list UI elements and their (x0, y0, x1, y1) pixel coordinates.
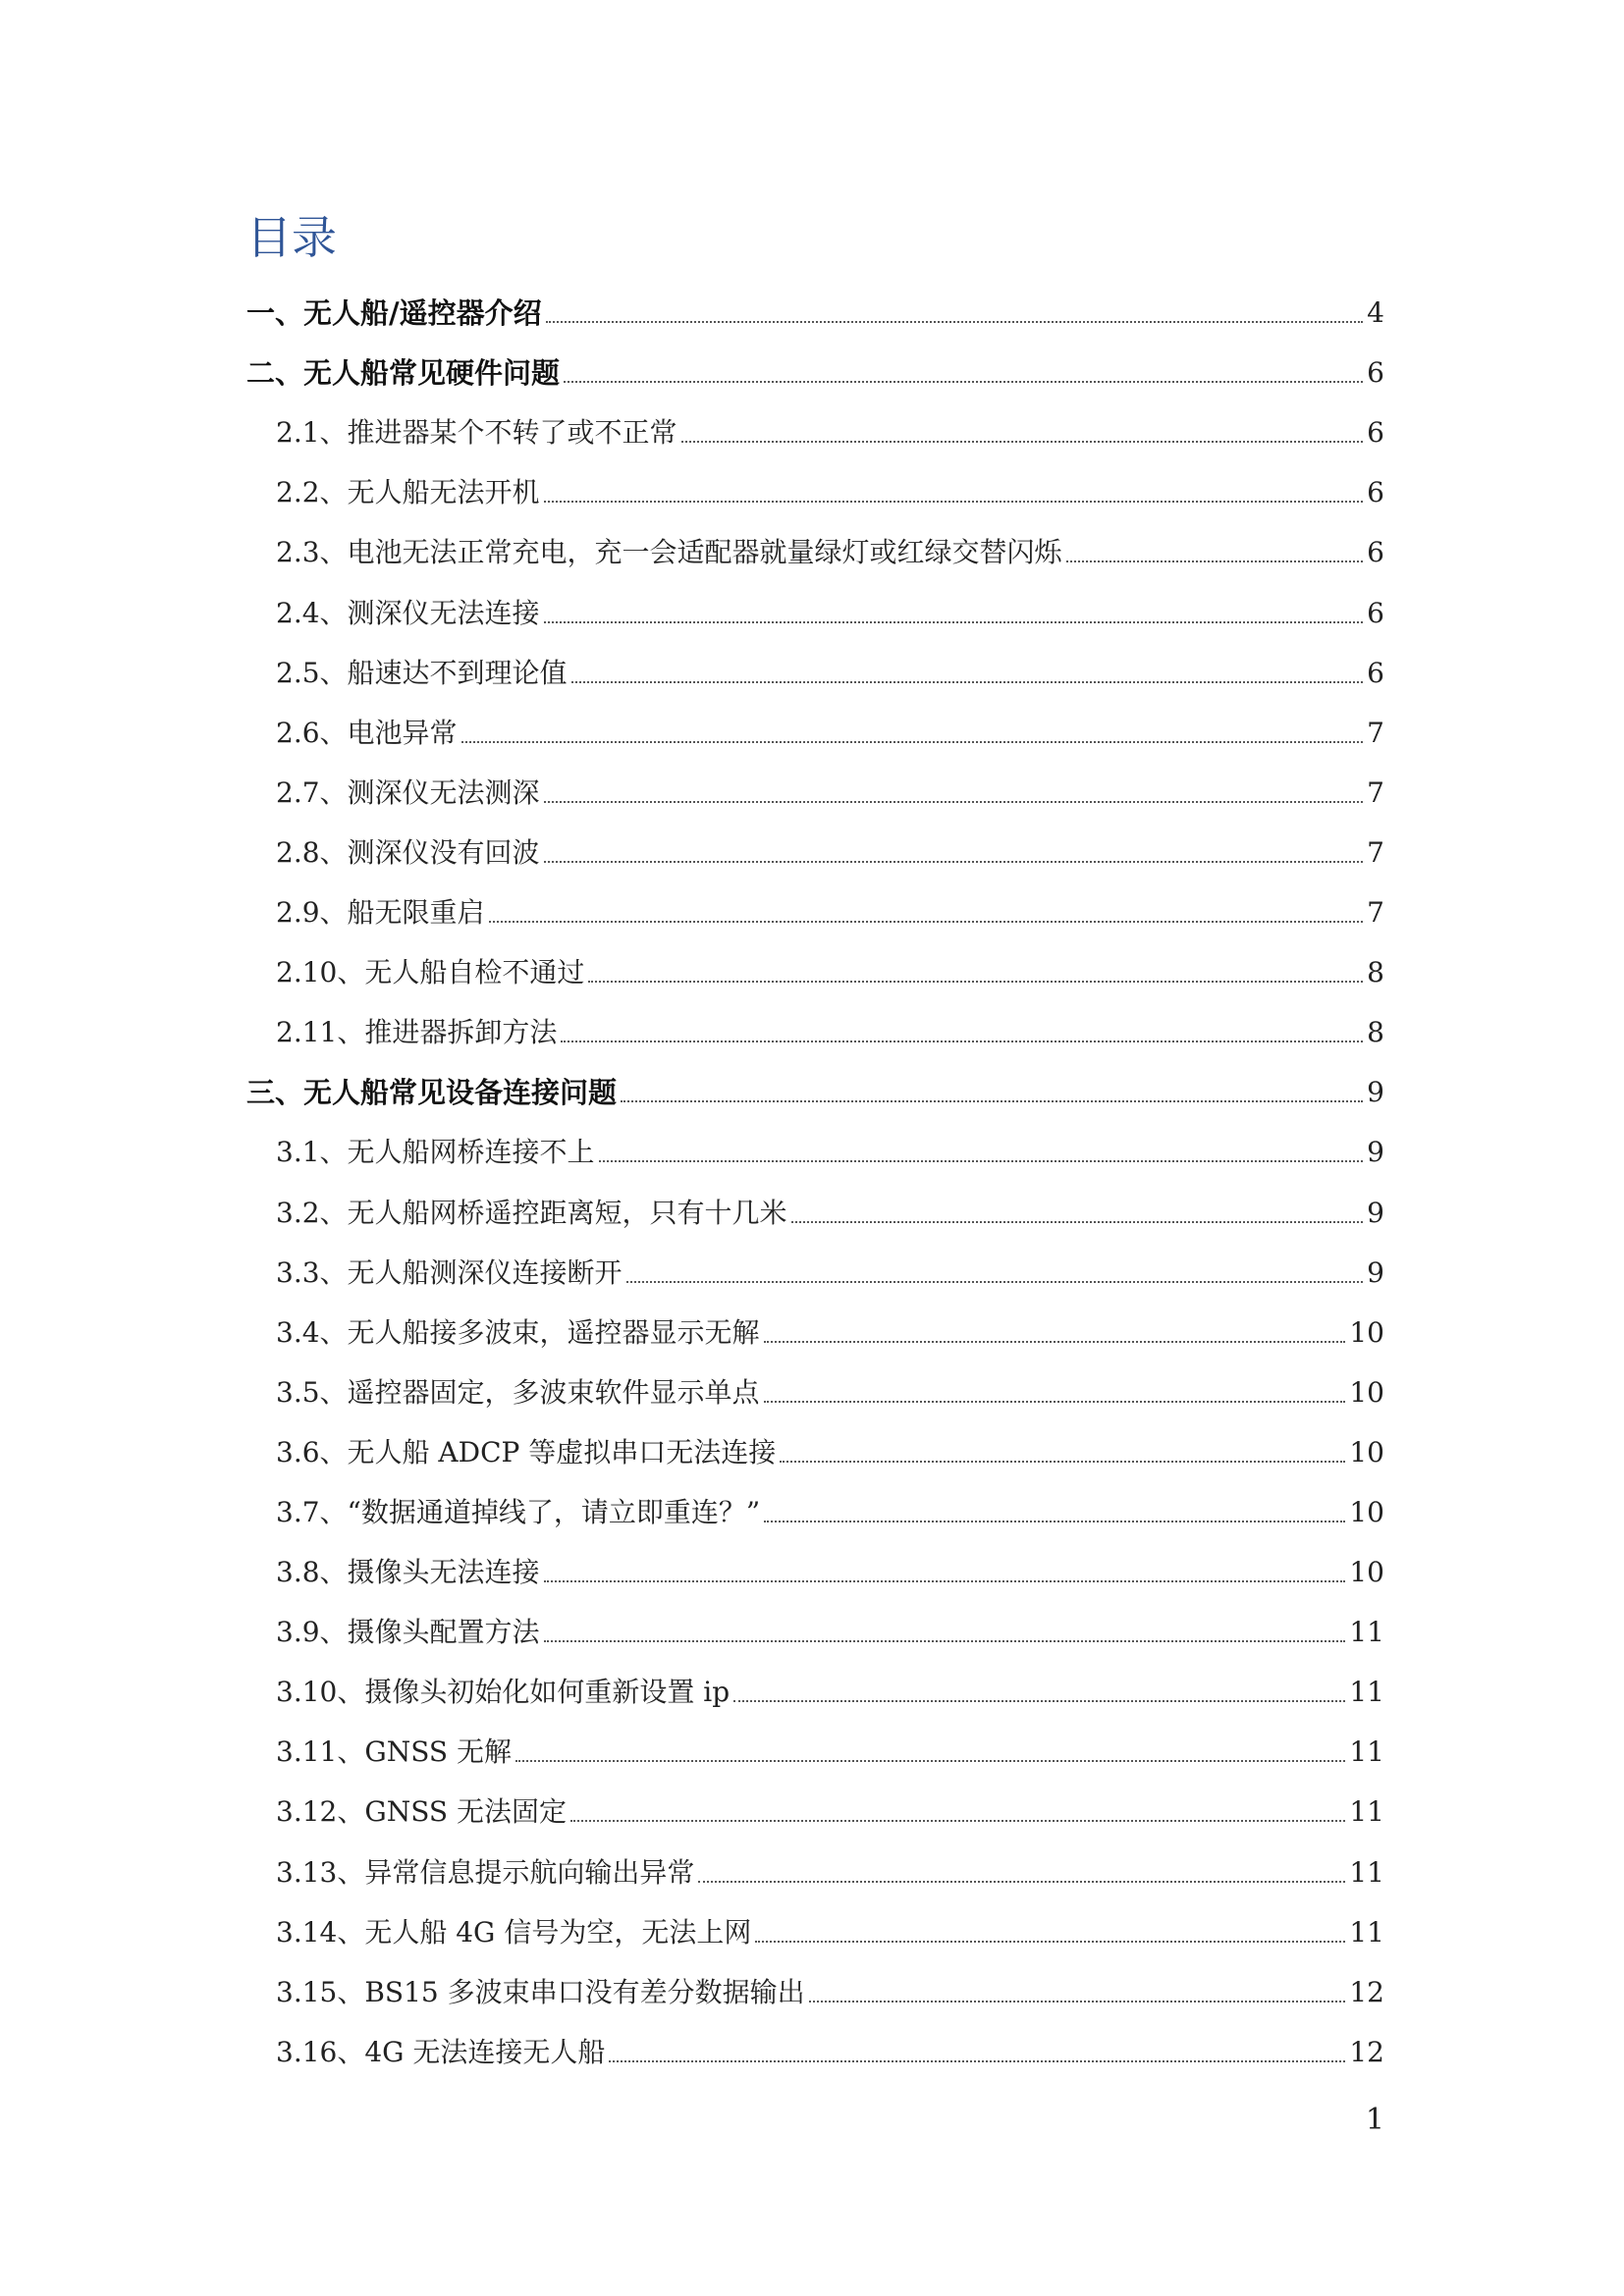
toc-dot-leader (599, 1160, 1364, 1162)
toc-entry-title: 2.11、推进器拆卸方法 (276, 1016, 558, 1049)
toc-entry-section[interactable] (246, 522, 1384, 582)
toc-entry-page-number: 12 (1349, 1975, 1384, 2008)
toc-entry-page-number: 7 (1367, 775, 1384, 809)
toc-entry-page-number: 9 (1367, 1136, 1384, 1169)
toc-entry-title: 3.2、无人船网桥遥控距离短，只有十几米 (276, 1196, 787, 1229)
toc-dot-leader (461, 741, 1364, 743)
toc-dot-leader (489, 921, 1364, 923)
toc-entry-section[interactable] (246, 462, 1384, 522)
toc-entry-page-number: 11 (1349, 1795, 1384, 1829)
toc-entry-page-number: 7 (1367, 716, 1384, 749)
toc-entry-page-number: 11 (1349, 1616, 1384, 1649)
toc-entry-section[interactable] (246, 1002, 1384, 1062)
page-number: 1 (1365, 2103, 1384, 2137)
toc-dot-leader (755, 1941, 1345, 1943)
toc-entry-title: 2.8、测深仪没有回波 (276, 835, 540, 869)
toc-entry-section[interactable] (246, 1842, 1384, 1901)
toc-entry-section[interactable] (246, 1362, 1384, 1422)
toc-entry-section[interactable] (246, 1243, 1384, 1303)
toc-entry-page-number: 7 (1367, 896, 1384, 930)
toc-entry-title: 3.7、“数据通道掉线了，请立即重连？” (276, 1495, 761, 1528)
toc-entry-section[interactable] (246, 1122, 1384, 1182)
toc-dot-leader (791, 1221, 1364, 1223)
toc-entry-title: 三、无人船常见设备连接问题 (246, 1076, 618, 1110)
toc-entry-title: 2.10、无人船自检不通过 (276, 956, 585, 989)
toc-entry-page-number: 6 (1367, 356, 1384, 390)
toc-entry-title: 3.6、无人船 ADCP 等虚拟串口无法连接 (276, 1435, 777, 1468)
toc-entry-title: 2.5、船速达不到理论值 (276, 656, 568, 689)
toc-dot-leader (515, 1760, 1345, 1762)
toc-entry-title: 一、无人船/遥控器介绍 (246, 296, 542, 331)
toc-dot-leader (626, 1281, 1364, 1283)
toc-dot-leader (571, 681, 1364, 683)
toc-dot-leader (764, 1341, 1346, 1343)
toc-dot-leader (764, 1521, 1345, 1522)
toc-dot-leader (564, 381, 1363, 383)
toc-entry-title: 3.1、无人船网桥连接不上 (276, 1136, 595, 1169)
toc-dot-leader (544, 1640, 1346, 1642)
toc-dot-leader (544, 1580, 1346, 1582)
toc-entry-page-number: 6 (1367, 656, 1384, 689)
toc-entry-title: 3.5、遥控器固定，多波束软件显示单点 (276, 1375, 760, 1409)
toc-entry-title: 3.13、异常信息提示航向输出异常 (276, 1855, 695, 1889)
toc-dot-leader (544, 861, 1364, 863)
toc-dot-leader (1066, 561, 1364, 562)
toc-entry-title: 2.6、电池异常 (276, 716, 458, 749)
toc-entry-page-number: 11 (1349, 1855, 1384, 1889)
toc-entry-title: 3.8、摄像头无法连接 (276, 1556, 540, 1589)
toc-entry-section[interactable] (246, 1902, 1384, 1962)
toc-dot-leader (546, 321, 1364, 323)
toc-entry-title: 2.7、测深仪无法测深 (276, 775, 540, 809)
toc-dot-leader (780, 1461, 1345, 1463)
toc-entry-section[interactable] (246, 763, 1384, 823)
toc-list (246, 283, 1384, 2082)
toc-entry-title: 2.2、无人船无法开机 (276, 476, 540, 509)
toc-entry-title: 3.14、无人船 4G 信号为空，无法上网 (276, 1915, 752, 1949)
toc-entry-section[interactable] (246, 1303, 1384, 1362)
toc-entry-section[interactable] (246, 643, 1384, 703)
toc-entry-section[interactable] (246, 823, 1384, 882)
toc-dot-leader (681, 441, 1364, 443)
toc-entry-section[interactable] (246, 1542, 1384, 1602)
toc-entry-page-number: 6 (1367, 416, 1384, 450)
toc-entry-page-number: 10 (1349, 1375, 1384, 1409)
toc-entry-title: 2.4、测深仪无法连接 (276, 596, 540, 629)
toc-entry-section[interactable] (246, 1662, 1384, 1722)
toc-entry-page-number: 4 (1367, 296, 1384, 330)
toc-entry-page-number: 10 (1349, 1556, 1384, 1589)
toc-dot-leader (544, 621, 1364, 623)
toc-entry-page-number: 6 (1367, 476, 1384, 509)
toc-entry-section[interactable] (246, 1482, 1384, 1542)
toc-entry-section[interactable] (246, 882, 1384, 942)
toc-entry-title: 2.3、电池无法正常充电，充一会适配器就量绿灯或红绿交替闪烁 (276, 536, 1062, 569)
toc-entry-chapter[interactable] (246, 343, 1384, 402)
toc-entry-page-number: 6 (1367, 596, 1384, 629)
toc-entry-page-number: 9 (1367, 1196, 1384, 1229)
toc-entry-chapter[interactable] (246, 1062, 1384, 1122)
toc-entry-title: 2.9、船无限重启 (276, 896, 485, 930)
toc-title: 目录 (246, 211, 337, 264)
toc-dot-leader (544, 501, 1364, 503)
toc-dot-leader (733, 1700, 1345, 1702)
toc-entry-section[interactable] (246, 582, 1384, 642)
toc-entry-title: 3.4、无人船接多波束，遥控器显示无解 (276, 1315, 760, 1349)
toc-entry-title: 3.16、4G 无法连接无人船 (276, 2035, 606, 2068)
toc-entry-title: 3.9、摄像头配置方法 (276, 1616, 540, 1649)
toc-entry-section[interactable] (246, 402, 1384, 462)
toc-dot-leader (588, 981, 1363, 983)
toc-dot-leader (609, 2060, 1345, 2062)
toc-entry-title: 3.12、GNSS 无法固定 (276, 1795, 567, 1829)
toc-entry-section[interactable] (246, 1422, 1384, 1482)
toc-dot-leader (621, 1100, 1363, 1102)
toc-entry-page-number: 12 (1349, 2035, 1384, 2068)
toc-dot-leader (764, 1401, 1346, 1403)
toc-entry-page-number: 10 (1349, 1315, 1384, 1349)
toc-entry-page-number: 8 (1367, 956, 1384, 989)
toc-entry-title: 3.15、BS15 多波束串口没有差分数据输出 (276, 1975, 805, 2008)
toc-entry-section[interactable] (246, 1182, 1384, 1242)
toc-entry-page-number: 8 (1367, 1016, 1384, 1049)
toc-entry-title: 2.1、推进器某个不转了或不正常 (276, 416, 677, 450)
toc-entry-page-number: 9 (1367, 1255, 1384, 1289)
toc-entry-section[interactable] (246, 2022, 1384, 2082)
toc-dot-leader (544, 801, 1364, 803)
toc-entry-title: 3.10、摄像头初始化如何重新设置 ip (276, 1676, 731, 1709)
toc-entry-section[interactable] (246, 703, 1384, 763)
toc-dot-leader (570, 1820, 1345, 1822)
toc-entry-chapter[interactable] (246, 283, 1384, 343)
toc-entry-title: 二、无人船常见硬件问题 (246, 356, 561, 391)
toc-entry-page-number: 11 (1349, 1735, 1384, 1769)
toc-entry-page-number: 10 (1349, 1435, 1384, 1468)
toc-entry-title: 3.11、GNSS 无解 (276, 1735, 512, 1769)
toc-dot-leader (809, 2001, 1346, 2002)
toc-entry-page-number: 7 (1367, 835, 1384, 869)
toc-entry-section[interactable] (246, 942, 1384, 1002)
toc-entry-section[interactable] (246, 1962, 1384, 2022)
toc-entry-page-number: 9 (1367, 1076, 1384, 1109)
toc-entry-section[interactable] (246, 1722, 1384, 1782)
toc-dot-leader (698, 1881, 1345, 1883)
toc-entry-page-number: 10 (1349, 1495, 1384, 1528)
toc-entry-page-number: 11 (1349, 1915, 1384, 1949)
toc-entry-page-number: 6 (1367, 536, 1384, 569)
toc-entry-section[interactable] (246, 1602, 1384, 1662)
toc-entry-page-number: 11 (1349, 1676, 1384, 1709)
toc-dot-leader (561, 1041, 1363, 1042)
toc-entry-section[interactable] (246, 1782, 1384, 1842)
toc-entry-title: 3.3、无人船测深仪连接断开 (276, 1255, 623, 1289)
